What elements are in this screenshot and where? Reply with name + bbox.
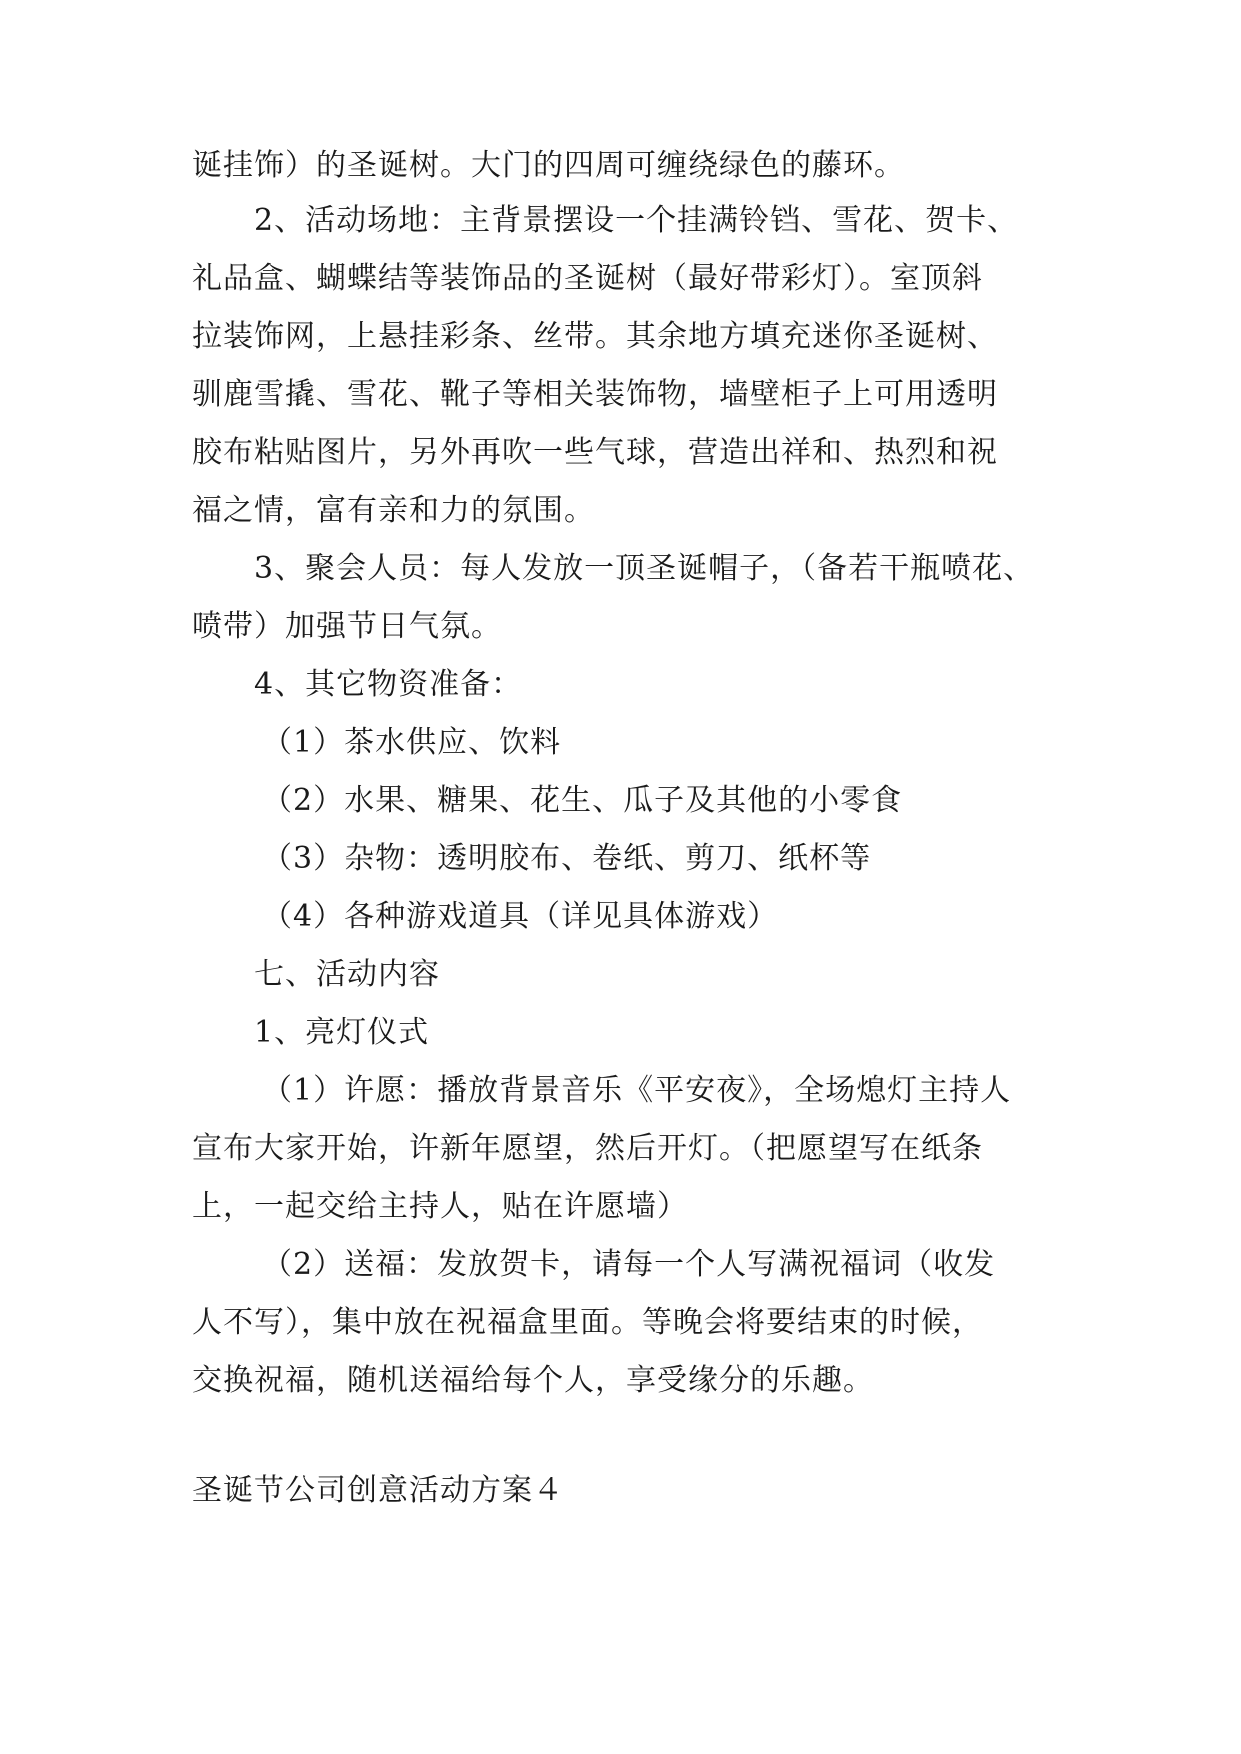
text-line: （2）水果、糖果、花生、瓜子及其他的小零食 <box>262 783 903 818</box>
text-line: 七、活动内容 <box>254 957 440 992</box>
text-line: 驯鹿雪撬、雪花、靴子等相关装饰物，墙壁柜子上可用透明 <box>192 377 998 412</box>
text-line: 人不写），集中放在祝福盒里面。等晚会将要结束的时候， <box>192 1305 983 1340</box>
paragraph-supplies <box>254 656 1134 714</box>
paragraph-attendees <box>192 540 1072 656</box>
text-line: （3）杂物：透明胶布、卷纸、剪刀、纸杯等 <box>262 841 872 876</box>
paragraph-blessing <box>192 1236 1072 1410</box>
subsection-heading <box>254 1004 1134 1062</box>
list-item <box>262 888 1142 946</box>
text-line: （1）许愿：播放背景音乐《平安夜》，全场熄灯主持人 <box>262 1073 1012 1108</box>
list-item <box>262 772 1142 830</box>
text-line: 1、亮灯仪式 <box>254 1015 430 1050</box>
text-line: 胶布粘贴图片，另外再吹一些气球，营造出祥和、热烈和祝 <box>192 435 998 470</box>
text-line: 礼品盒、蝴蝶结等装饰品的圣诞树（最好带彩灯）。室顶斜 <box>192 261 983 296</box>
text-line: 宣布大家开始，许新年愿望，然后开灯。（把愿望写在纸条 <box>192 1131 983 1166</box>
text-line: 诞挂饰）的圣诞树。大门的四周可缠绕绿色的藤环。 <box>192 148 905 183</box>
text-line: 2、活动场地：主背景摆设一个挂满铃铛、雪花、贺卡、 <box>254 203 1019 238</box>
text-line: （4）各种游戏道具（详见具体游戏） <box>262 899 779 934</box>
section-heading <box>254 946 1134 1004</box>
text-line: 4、其它物资准备： <box>254 667 523 702</box>
paragraph-wish <box>192 1062 1072 1236</box>
section-title <box>192 1462 1072 1520</box>
text-line: 3、聚会人员：每人发放一顶圣诞帽子，（备若干瓶喷花、 <box>254 551 1035 586</box>
text-line: 福之情，富有亲和力的氛围。 <box>192 493 595 528</box>
paragraph-venue <box>192 192 1072 540</box>
text-line: 交换祝福，随机送福给每个人，享受缘分的乐趣。 <box>192 1363 874 1398</box>
list-item <box>262 714 1142 772</box>
paragraph-1 <box>192 137 1072 195</box>
text-line: （1）茶水供应、饮料 <box>262 725 562 760</box>
text-line: （2）送福：发放贺卡，请每一个人写满祝福词（收发 <box>262 1247 996 1282</box>
text-line: 喷带）加强节日气氛。 <box>192 609 502 644</box>
text-line: 拉装饰网，上悬挂彩条、丝带。其余地方填充迷你圣诞树、 <box>192 319 998 354</box>
text-line: 上，一起交给主持人，贴在许愿墙） <box>192 1189 688 1224</box>
text-line: 圣诞节公司创意活动方案４ <box>192 1473 564 1508</box>
list-item <box>262 830 1142 888</box>
